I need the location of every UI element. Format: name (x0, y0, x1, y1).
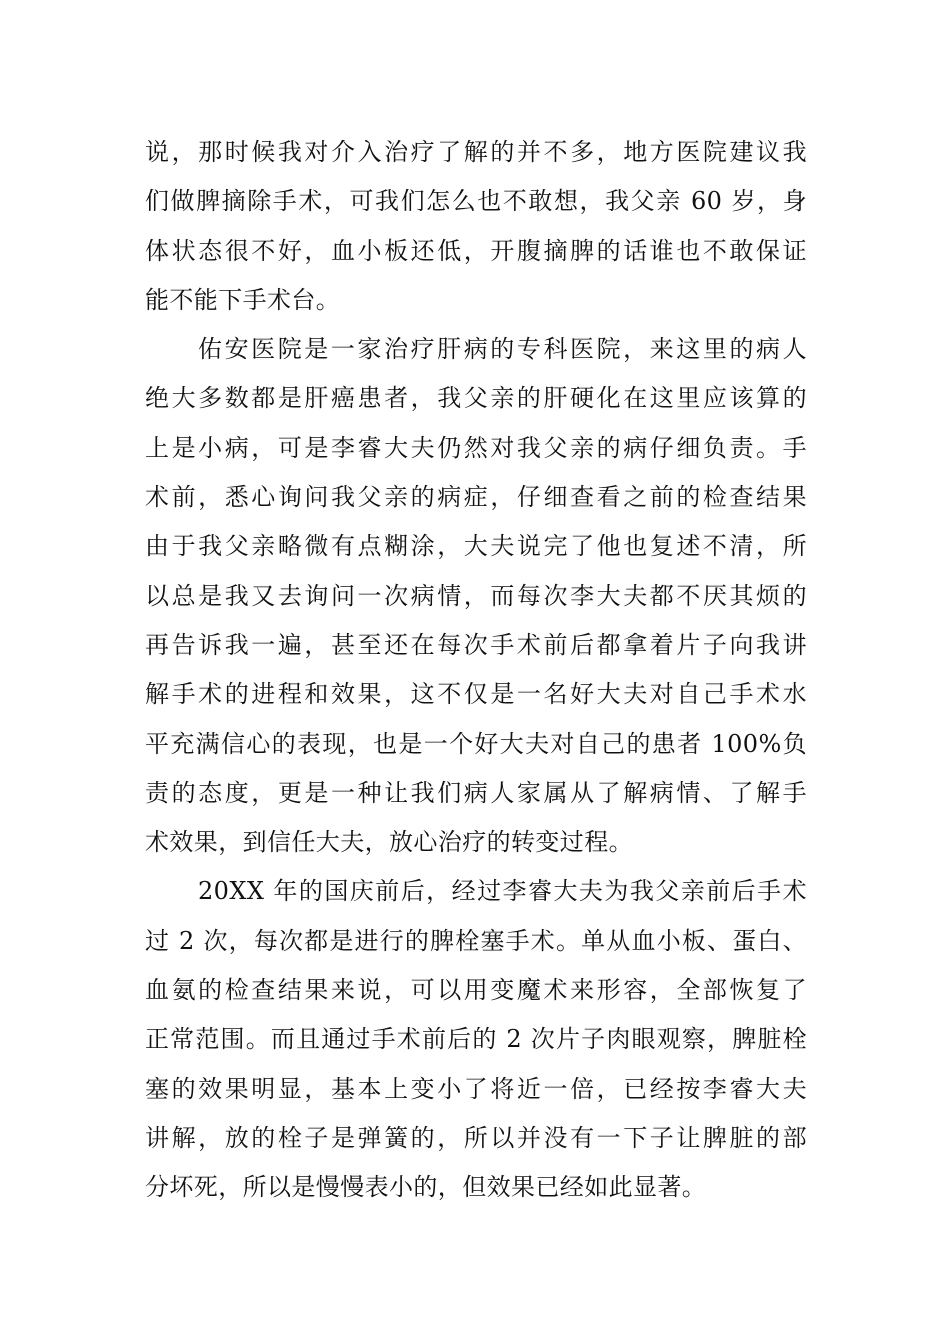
text-line: 分坏死，所以是慢慢表小的，但效果已经如此显著。 (145, 1173, 707, 1202)
text-line: 20XX 年的国庆前后，经过李睿大夫为我父亲前后手术 (198, 877, 807, 906)
text-line: 绝大多数都是肝癌患者，我父亲的肝硬化在这里应该算的 (145, 384, 807, 413)
text-line: 以总是我又去询问一次病情，而每次李大夫都不厌其烦的 (145, 581, 807, 610)
text-line: 能不能下手术台。 (145, 285, 341, 314)
text-line: 上是小病，可是李睿大夫仍然对我父亲的病仔细负责。手 (145, 433, 807, 462)
text-line: 由于我父亲略微有点糊涂，大夫说完了他也复述不清，所 (145, 532, 807, 561)
text-line: 体状态很不好，血小板还低，开腹摘脾的话谁也不敢保证 (145, 236, 807, 265)
text-line: 说，那时候我对介入治疗了解的并不多，地方医院建议我 (145, 138, 807, 166)
text-line: 佑安医院是一家治疗肝病的专科医院，来这里的病人 (198, 335, 807, 364)
text-line: 血氨的检查结果来说，可以用变魔术来形容，全部恢复了 (145, 976, 807, 1005)
text-line: 再告诉我一遍，甚至还在每次手术前后都拿着片子向我讲 (145, 630, 807, 659)
text-line: 解手术的进程和效果，这不仅是一名好大夫对自己手术水 (145, 680, 807, 709)
text-line: 正常范围。而且通过手术前后的 2 次片子肉眼观察，脾脏栓 (145, 1025, 807, 1054)
text-line: 术前，悉心询问我父亲的病症，仔细查看之前的检查结果 (145, 483, 807, 512)
paragraph-2 (145, 325, 807, 867)
paragraph-3 (145, 867, 807, 1212)
text-line: 术效果，到信任大夫，放心治疗的转变过程。 (145, 828, 633, 857)
document-body (145, 128, 807, 1213)
text-line: 平充满信心的表现，也是一个好大夫对自己的患者 100%负 (145, 729, 807, 758)
text-line: 过 2 次，每次都是进行的脾栓塞手术。单从血小板、蛋白、 (145, 926, 807, 955)
paragraph-1 (145, 128, 807, 325)
text-line: 塞的效果明显，基本上变小了将近一倍，已经按李睿大夫 (145, 1074, 807, 1103)
text-line: 们做脾摘除手术，可我们怎么也不敢想，我父亲 60 岁，身 (145, 187, 807, 216)
text-line: 讲解，放的栓子是弹簧的，所以并没有一下子让脾脏的部 (145, 1123, 807, 1152)
text-line: 责的态度，更是一种让我们病人家属从了解病情、了解手 (145, 778, 807, 807)
